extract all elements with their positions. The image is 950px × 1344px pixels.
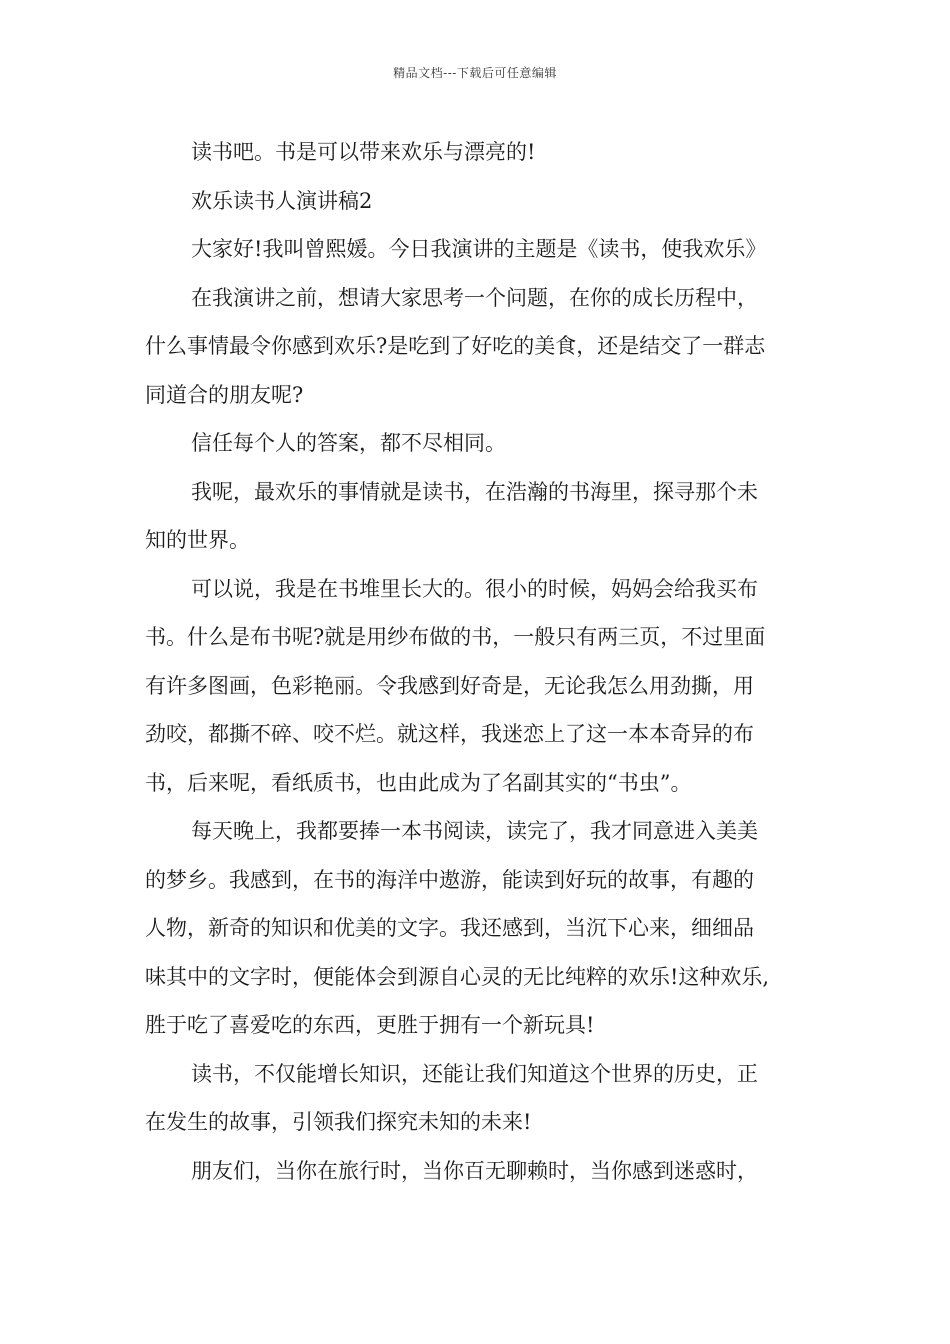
text-line: 书，后来呢，看纸质书，也由此成为了名副其实的“书虫”。 [145,770,692,795]
text-line: 同道合的朋友呢? [145,382,304,407]
text-line: 大家好!我叫曾熙媛。今日我演讲的主题是《读书，使我欢乐》 [191,237,767,261]
text-line: 在我演讲之前，想请大家思考一个问题，在你的成长历程中， [191,285,758,310]
text-line: 朋友们，当你在旅行时，当你百无聊赖时，当你感到迷惑时， [191,1158,758,1183]
text-line: 书。什么是布书呢?就是用纱布做的书，一般只有两三页，不过里面 [145,625,766,649]
text-line: 读书吧。书是可以带来欢乐与漂亮的! [191,140,536,164]
text-line: 可以说，我是在书堆里长大的。很小的时候，妈妈会给我买布 [191,576,758,601]
text-line: 味其中的文字时，便能体会到源自心灵的无比纯粹的欢乐!这种欢乐, [145,964,770,989]
text-line: 信任每个人的答案，都不尽相同。 [191,431,506,455]
page-header: 精品文档---下载后可任意编辑 [393,66,557,80]
section-title: 欢乐读书人演讲稿2 [191,188,373,213]
text-line: 有许多图画，色彩艳丽。令我感到好奇是，无论我怎么用劲撕，用 [145,673,754,698]
text-line: 胜于吃了喜爱吃的东西，更胜于拥有一个新玩具! [145,1013,595,1037]
text-line: 人物，新奇的知识和优美的文字。我还感到，当沉下心来，细细品 [145,916,754,940]
text-line: 每天晚上，我都要捧一本书阅读，读完了，我才同意进入美美 [191,819,758,843]
text-line: 什么事情最令你感到欢乐?是吃到了好吃的美食，还是结交了一群志 [145,334,766,358]
document-body [145,128,815,1195]
text-line: 我呢，最欢乐的事情就是读书，在浩瀚的书海里，探寻那个未 [191,479,758,504]
text-line: 的梦乡。我感到，在书的海洋中遨游，能读到好玩的故事，有趣的 [145,867,754,892]
text-line: 读书，不仅能增长知识，还能让我们知道这个世界的历史，正 [191,1061,758,1086]
text-line: 劲咬，都撕不碎、咬不烂。就这样，我迷恋上了这一本本奇异的布 [145,722,754,746]
text-line: 在发生的故事，引领我们探究未知的未来! [145,1110,532,1134]
text-line: 知的世界。 [145,528,250,552]
